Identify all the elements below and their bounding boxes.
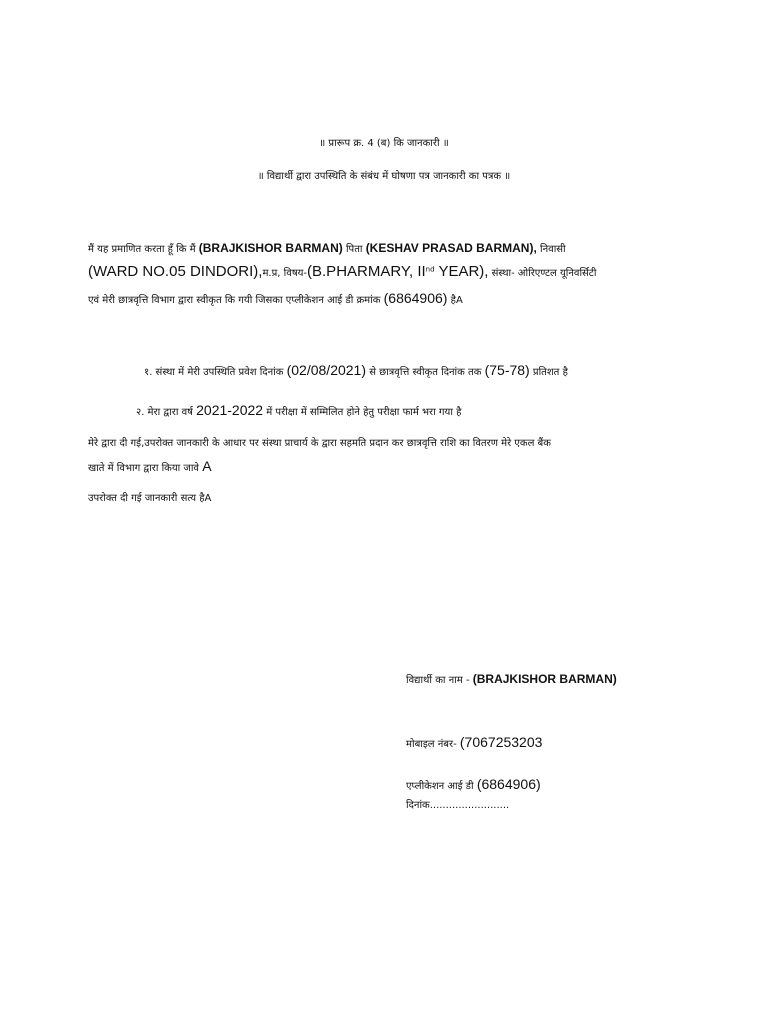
- mobile-label: मोबाइल नंबर-: [406, 739, 457, 750]
- point-2-prefix: २. मेरा द्वारा वर्ष: [136, 407, 193, 418]
- point-1-middle: से छात्रवृत्ति स्वीकृत दिनांक तक: [369, 367, 482, 378]
- date-label: दिनांक.........................: [406, 800, 510, 811]
- declaration-line-3-text: एवं मेरी छात्रवृत्ति विभाग द्वारा स्वीकृत कि गयी जिसका एप्लीकेशन आई डी क्रमांक: [88, 295, 381, 306]
- application-row: [406, 776, 541, 795]
- form-title-text: ॥ प्रारूप क्र. 4 (ब) कि जानकारी ॥: [319, 138, 449, 149]
- exam-year: 2021-2022: [196, 402, 264, 418]
- mobile-row: [406, 734, 542, 753]
- form-subtitle-text: ॥ विद्यार्थी द्वारा उपस्थिति के संबंध में घोषणा पत्र जानकारी का पत्रक ॥: [257, 171, 511, 182]
- course-superscript: nd: [425, 265, 435, 274]
- declaration-line-1: [88, 240, 566, 258]
- point-2-suffix: में परीक्षा में सम्मिलित होने हेतु परीक्षा फार्म भरा गया है: [266, 407, 462, 418]
- course: (B.PHARMARY, II: [307, 263, 426, 280]
- attendance-range: (75-78): [484, 362, 530, 378]
- consent-line-1: [88, 436, 551, 452]
- student-name-label: विद्यार्थी का नाम -: [406, 675, 470, 686]
- state: म.प्र,: [262, 268, 281, 279]
- consent-line-2-end: A: [202, 458, 212, 474]
- form-title: [0, 136, 768, 152]
- student-name-row: [406, 671, 617, 689]
- address: (WARD NO.05 DINDORI),: [88, 263, 263, 280]
- truth-statement: [88, 491, 211, 507]
- point-1: [144, 362, 568, 381]
- father-label: पिता: [345, 244, 363, 255]
- student-name: (BRAJKISHOR BARMAN): [198, 241, 343, 255]
- declaration-line-3: [88, 290, 463, 309]
- truth-statement-text: उपरोक्त दी गई जानकारी सत्य हैA: [88, 493, 212, 504]
- form-subtitle: [0, 169, 768, 185]
- admission-date: (02/08/2021): [286, 362, 367, 378]
- point-2: [136, 402, 461, 421]
- point-1-suffix: प्रतिशत है: [532, 367, 568, 378]
- mobile-value: (7067253203: [459, 734, 543, 750]
- consent-line-2-text: खाते में विभाग द्वारा किया जावे: [88, 463, 199, 474]
- course-year: YEAR),: [434, 263, 489, 280]
- date-row: [406, 798, 509, 814]
- institute: संस्था- ओरिएण्टल यूनिवर्सिटी: [491, 268, 597, 279]
- application-id: (6864906): [383, 290, 448, 306]
- declaration-line-3-end: हैA: [450, 295, 463, 306]
- declaration-intro: मैं यह प्रमाणित करता हूँ कि मैं: [88, 244, 196, 255]
- consent-line-2: [88, 458, 212, 477]
- father-name: (KESHAV PRASAD BARMAN),: [365, 241, 537, 255]
- point-1-prefix: १. संस्था में मेरी उपस्थिति प्रवेश दिनांक: [144, 367, 284, 378]
- application-label: एप्लीकेशन आई डी: [406, 781, 474, 792]
- application-value: (6864906): [476, 776, 541, 792]
- student-name-value: (BRAJKISHOR BARMAN): [472, 672, 617, 686]
- subject-label: विषय-: [283, 268, 308, 279]
- consent-line-1-text: मेरे द्वारा दी गई,उपरोक्त जानकारी के आधार पर संस्था प्राचार्य के द्वारा सहमति प्रदान कर छात्रवृत्ति राशि का वितरण मेरे एकल बैंक: [88, 438, 551, 449]
- declaration-line-2: [88, 264, 596, 282]
- resident-label: निवासी: [540, 244, 566, 255]
